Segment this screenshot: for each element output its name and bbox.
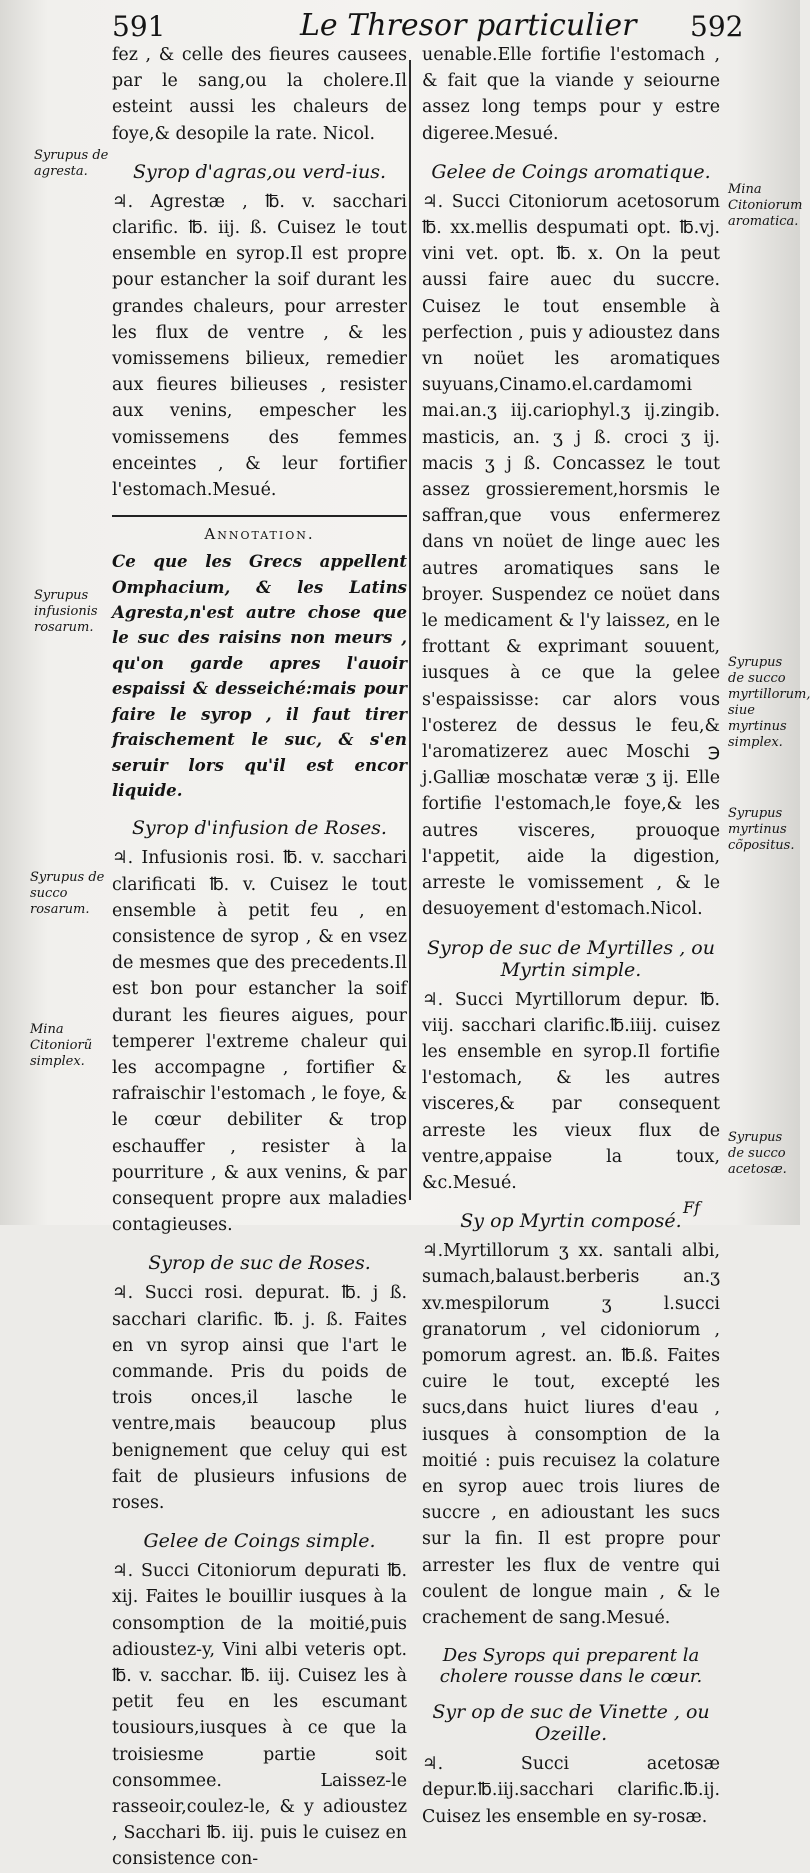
section-title: Syrop de suc de Roses. xyxy=(148,1252,371,1275)
signature-mark: Ff xyxy=(682,1198,700,1217)
section-title: Syrop d'agras,ou verd-ius. xyxy=(132,160,386,183)
margin-note: Syrupus de succo myrtillorum, siue myrtinus simplex. xyxy=(728,655,810,750)
right-column xyxy=(422,42,720,1830)
margin-note: Syrupus de succo rosarum. xyxy=(30,870,105,917)
section-text: ♃. Succi Citoniorum depurati ℔. xij. Faites le bouillir iusques à la consomption de la moitié,puis adioustez-y, Vini albi veteris opt. ℔. v. sacchar. ℔. iij. Cuisez les à petit feu en les escumant tousiours,iusques à ce que la troisiesme partie soit consommee. Laissez-le rasseoir,coulez-le, & y adioustez , Sacchari ℔. iij. puis le cuisez en consistence con- xyxy=(112,1561,407,1870)
section-title: Syr op de suc de Vinette , ou Ozeille. xyxy=(432,1701,710,1746)
section-text: ♃. Succi Myrtillorum depur. ℔. viij. sacchari clarific.℔.iiij. cuisez les ensemble en syrop.Il fortifie l'estomach, & les autres visceres,& par consequent arreste les vieux flux de ventre,appaise la toux, &c.Mesué. xyxy=(422,989,720,1193)
section-text: ♃.Myrtillorum ʒ xx. santali albi, sumach,balaust.berberis an.ʒ xv.mespilorum ʒ l.succi granatorum , vel cidoniorum , pomorum agrest. an. ℔.ß. Faites cuire le tout, excepté les sucs,dans huict liures d'eau , iusques à consomption de la moitié : puis recuisez la colature en syrop auec trois liures de succre , en adioustant les sucs sur la fin. Il est propre pour arrester les flux de ventre qui coulent de longue main , & le crachement de sang.Mesué. xyxy=(422,1241,720,1628)
margin-note: Syrupus de agresta. xyxy=(34,148,109,179)
margin-note: Mina Citoniorũ simplex. xyxy=(30,1022,93,1069)
section-text: ♃. Agrestæ , ℔. v. sacchari clarific. ℔. iij. ß. Cuisez le tout ensemble en syrop.Il est propre pour estancher la soif durant les grandes chaleurs, pour arrester les flux de ventre , & les vomissemens bilieux, remedier aux fieures bilieuses , resister aux venins, empescher les vomissemens des femmes enceintes , & leur fortifier l'estomach.Mesué. xyxy=(112,191,407,501)
margin-note: Syrupus infusionis rosarum. xyxy=(34,588,98,635)
section-title: Syrop de suc de Myrtilles , ou Myrtin simple. xyxy=(427,936,715,981)
section-text: ♃. Succi acetosæ depur.℔.iij.sacchari clarific.℔.ij. Cuisez les ensemble en sy-rosæ. xyxy=(422,1754,720,1827)
section-rule xyxy=(112,515,407,517)
column-divider xyxy=(409,60,411,1200)
section-title: Sy op Myrtin composé. xyxy=(460,1210,682,1233)
margin-note: Syrupus myrtinus cõpositus. xyxy=(728,806,795,853)
annotation-text: Ce que les Grecs appellent Omphacium, & les Latins Agresta,n'est autre chose que le suc des raisins non meurs , qu'on garde apres l'auoir espaissi & desseiché:mais pour faire le syrop , il faut tirer fraischement le suc, & s'en seruir lors qu'il est encor liquide. xyxy=(112,551,407,800)
annotation-heading: Annotation. xyxy=(204,525,315,544)
chapter-title: Des Syrops qui preparent la cholere rousse dans le cœur. xyxy=(439,1645,703,1688)
running-title: Le Thresor particulier xyxy=(300,8,637,43)
section-title: Syrop d'infusion de Roses. xyxy=(132,817,387,840)
section-title: Gelee de Coings aromatique. xyxy=(431,160,711,183)
left-column xyxy=(112,42,407,1873)
section-text: ♃. Succi rosi. depurat. ℔. j ß. sacchari clarific. ℔. j. ß. Faites en vn syrop ainsi que l'art le commande. Pris du poids de trois onces,il lasche le ventre,mais beaucoup plus benignement que celuy qui est fait de plusieurs infusions de roses. xyxy=(112,1283,407,1513)
right-intro-text: uenable.Elle fortifie l'estomach , & fait que la viande y seiourne assez long temps pour y estre digeree.Mesué. xyxy=(422,45,720,144)
left-page-number: 591 xyxy=(112,10,166,43)
margin-note: Syrupus de succo acetosæ. xyxy=(728,1130,787,1177)
left-intro-text: fez , & celle des fieures causees par le sang,ou la cholere.Il esteint aussi les chaleurs de foye,& desopile la rate. Nicol. xyxy=(112,45,407,144)
section-text: ♃. Infusionis rosi. ℔. v. sacchari clarificati ℔. v. Cuisez le tout ensemble à petit feu , en consistence de syrop , & en vsez de mesmes que des precedents.Il est bon pour estancher la soif durant les fieures aigues, pour temperer l'extreme chaleur qui les accompagne , fortifier & rafraischir l'estomach , le foye, & le cœur debiliter & trop eschauffer , resister à la pourriture , & aux venins, & par consequent propre aux maladies contagieuses. xyxy=(112,848,407,1236)
section-title: Gelee de Coings simple. xyxy=(143,1530,376,1553)
section-text: ♃. Succi Citoniorum acetosorum ℔. xx.mellis despumati opt. ℔.vj. vini vet. opt. ℔. x. On la peut aussi faire auec du succre. Cuisez le tout ensemble à perfection , puis y adioustez dans vn noüet les aromatiques suyuans,Cinamo.el.cardamomi mai.an.ʒ iij.cariophyl.ʒ ij.zingib. masticis, an. ʒ j ß. croci ʒ ij. macis ʒ j ß. Concassez le tout assez grossierement,horsmis le saffran,que vous enfermerez dans vn noüet de linge auec les autres aromatiques sans le broyer. Suspendez ce noüet dans le medicament & l'y laissez, en le frottant & exprimant souuent, iusques à ce que la gelee s'espaississe: car alors vous l'osterez de dessus le feu,& l'aromatizerez auec Moschi ℈ j.Galliæ moschatæ veræ ʒ ij. Elle fortifie l'estomach,le foye,& les autres visceres, prouoque l'appetit, aide la digestion, arreste le vomissement , & le desuoyement d'estomach.Nicol. xyxy=(422,191,720,920)
right-page-number: 592 xyxy=(690,10,744,43)
margin-note: Mina Citoniorum aromatica. xyxy=(728,182,803,229)
